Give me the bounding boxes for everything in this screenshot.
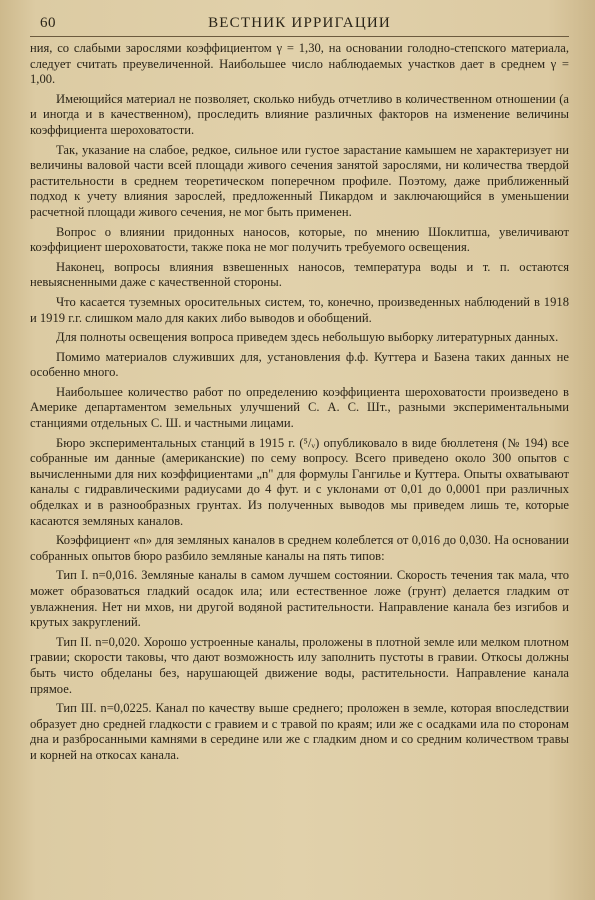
paragraph: ния, со слабыми зарослями коэффициентом γ = 1,30, на основании голодно-степского материала, следует считать преувеличенной. Наибольшее число наблюдаемых участков дает в среднем γ = 1,00. (30, 41, 569, 87)
page-number: 60 (40, 15, 56, 31)
paragraph: Наибольшее количество работ по определению коэффициента шероховатости произведено в Америке департаментом земельных улучшений С. А. С. Шт., разными экспериментальными станциями отдельных С. Ш. и частными лицами. (30, 384, 569, 431)
paragraph-type-2: Тип II. n=0,020. Хорошо устроенные каналы, проложены в плотной земле или мелком плотном гравии; скорости таковы, что дают возможность илу заполнить пустоты в гравии. Откосы должны быть чисто обделаны без, нарушающей движение воды, растительности. Направление канала прямое. (30, 634, 569, 696)
article-body (30, 41, 569, 764)
page-header (30, 14, 569, 37)
journal-title: ВЕСТНИК ИРРИГАЦИИ (208, 15, 391, 31)
paragraph: Бюро экспериментальных станций в 1915 г. (⁵/ᵥ) опубликовало в виде бюллетеня (№ 194) все собранные им данные (американские) по сему вопросу. Всего приведено около 300 опытов с вычисленными для них коэффициентами „n" для формулы Гангилье и Куттера. Опыты охватывают каналы с гидравлическими радиусами до 4 фут. и с уклонами от 0,01 до 0,0001 при различных обделках и в разнообразных грунтах. Из полученных выводов мы приведем лишь те, которые касаются земляных каналов. (30, 435, 569, 528)
paragraph: Имеющийся материал не позволяет, сколько нибудь отчетливо в количественном отношении (а и иногда и в качественном), проследить влияние различных факторов на изменение величины коэффициента шероховатости. (30, 91, 569, 137)
paragraph-type-3: Тип III. n=0,0225. Канал по качеству выше среднего; проложен в земле, которая впоследствии образует дно средней гладкости с гравием и с травой по краям; или же с осадками ила по сторонам дна и разбросанными камнями в середине или же с гладким дном и со средним количеством травы и корней на откосах канала. (30, 701, 569, 762)
paragraph-type-1: Тип I. n=0,016. Земляные каналы в самом лучшем состоянии. Скорость течения так мала, что может образоваться гладкий осадок ила; или естественное ложе (грунт) делается гладким от увлажнения. Нет ни мхов, ни другой водяной растительности. Направление канала без изгибов и крутых закруглений. (30, 568, 569, 630)
paragraph: Наконец, вопросы влияния взвешенных наносов, температура воды и т. п. остаются невыясненными даже с качественной стороны. (30, 259, 569, 290)
paragraph: Для полноты освещения вопроса приведем здесь небольшую выборку литературных данных. (56, 330, 559, 345)
paragraph: Что касается туземных оросительных систем, то, конечно, произведенных наблюдений в 1918 и 1919 г.г. слишком мало для каких либо выводов и обобщений. (30, 294, 569, 325)
paragraph: Коэффициент «n» для земляных каналов в среднем колеблется от 0,016 до 0,030. На основании собранных опытов бюро разбило земляные каналы на пять типов: (30, 533, 569, 563)
paragraph: Вопрос о влиянии придонных наносов, которые, по мнению Шоклитша, увеличивают коэффициент шероховатости, также пока не мог получить требуемого освещения. (30, 224, 569, 255)
paragraph: Помимо материалов служивших для, установления ф.ф. Куттера и Базена таких данных не особенно много. (30, 349, 569, 380)
paragraph: Так, указание на слабое, редкое, сильное или густое зарастание камышем не характеризует ни величины валовой части всей площади живого сечения занятой зарослями, ни количества твердой растительности в среднем теоретическом поперечном профиле. Поэтому, даже приближенный подход к учету влияния зарослей, предложенный Пикардом и заключающийся в уменьшении расчетной площади живого сечения, не мог быть применен. (30, 142, 569, 219)
